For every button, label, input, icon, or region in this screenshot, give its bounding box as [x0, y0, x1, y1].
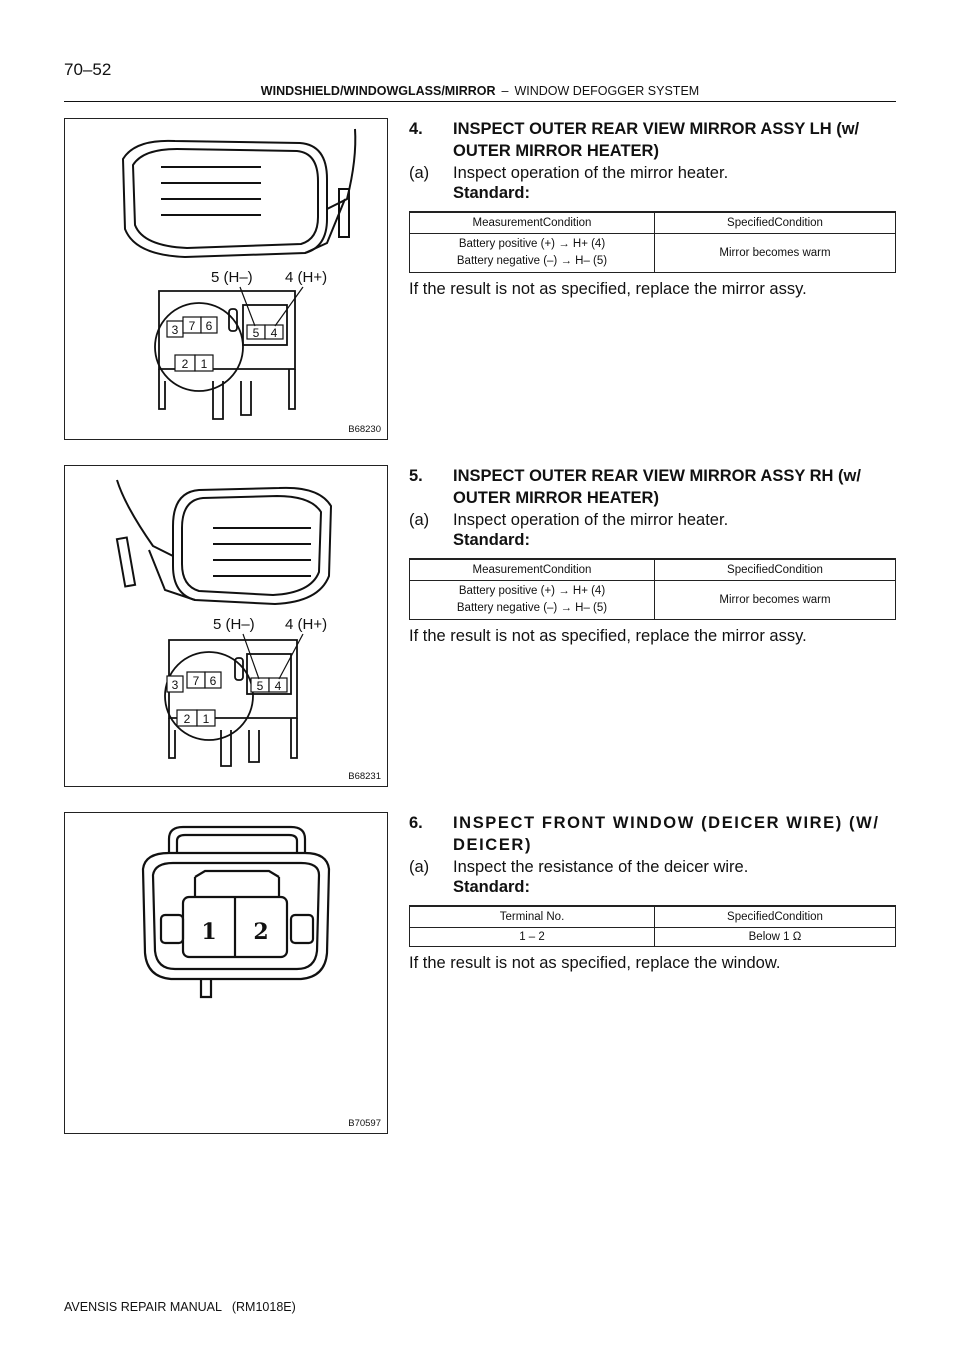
sub-text: Inspect operation of the mirror heater. — [453, 511, 729, 529]
pin-3: 3 — [171, 323, 179, 337]
table-row — [410, 928, 896, 947]
spec-table — [409, 905, 896, 947]
rh-mirror-illustration — [65, 466, 389, 788]
figure-deicer-connector — [64, 812, 388, 1134]
label-h-plus: 4 (H+) — [285, 269, 328, 286]
step-number: 5. — [409, 467, 423, 485]
specified-condition-cell: Below 1 Ω — [655, 928, 896, 947]
step-heading: INSPECT OUTER REAR VIEW MIRROR ASSY RH (w/ OUTER MIRROR HEATER) — [453, 467, 861, 507]
step-heading: INSPECT OUTER REAR VIEW MIRROR ASSY LH (w/ OUTER MIRROR HEATER) — [453, 120, 860, 160]
pin-2: 2 — [183, 712, 191, 726]
header-subsection: WINDOW DEFOGGER SYSTEM — [514, 84, 700, 98]
sub-label: (a) — [409, 511, 430, 529]
sub-text: Inspect operation of the mirror heater. — [453, 164, 729, 182]
figure-rh-mirror — [64, 465, 388, 787]
specified-condition-cell: Mirror becomes warm — [655, 234, 896, 273]
label-h-minus: 5 (H–) — [211, 269, 253, 286]
standard-label: Standard: — [453, 531, 531, 549]
running-header — [64, 84, 896, 98]
column-header: SpecifiedCondition — [655, 906, 896, 928]
column-header: MeasurementCondition — [410, 212, 655, 234]
figure-code: B68230 — [348, 424, 381, 435]
standard-label: Standard: — [453, 878, 531, 896]
header-rule — [64, 101, 896, 102]
pin-1: 1 — [202, 712, 210, 726]
figure-lh-mirror — [64, 118, 388, 440]
table-header-row — [410, 559, 896, 581]
column-header: SpecifiedCondition — [655, 212, 896, 234]
spec-table — [409, 211, 896, 273]
measurement-condition-cell — [410, 581, 655, 620]
footer-manual-title: AVENSIS REPAIR MANUAL (RM1018E) — [64, 1300, 296, 1314]
sub-text: Inspect the resistance of the deicer wire. — [453, 858, 749, 876]
pin-7: 7 — [192, 674, 200, 688]
step-heading: INSPECT FRONT WINDOW (DEICER WIRE) (W/ DEICER) — [453, 814, 880, 854]
pin-7: 7 — [188, 319, 196, 333]
step-number: 4. — [409, 120, 423, 138]
table-row — [410, 581, 896, 620]
condition-line: Battery negative (–) → H– (5) — [456, 255, 608, 267]
terminal-1-label: 1 — [201, 919, 217, 945]
table-header-row — [410, 906, 896, 928]
label-h-minus: 5 (H–) — [213, 616, 255, 633]
figure-code: B68231 — [348, 771, 381, 782]
result-note: If the result is not as specified, replace the window. — [409, 954, 781, 972]
header-section: WINDSHIELD/WINDOWGLASS/MIRROR — [260, 84, 496, 98]
pin-5: 5 — [252, 326, 260, 340]
sub-label: (a) — [409, 858, 430, 876]
pin-5: 5 — [256, 679, 264, 693]
page-number: 70–52 — [64, 60, 112, 79]
table-header-row — [410, 212, 896, 234]
sub-label: (a) — [409, 164, 430, 182]
table-row — [410, 234, 896, 273]
spec-table — [409, 558, 896, 620]
header-separator: – — [501, 84, 509, 98]
pin-2: 2 — [181, 357, 189, 371]
pin-1: 1 — [200, 357, 208, 371]
pin-6: 6 — [205, 319, 213, 333]
terminal-2-label: 2 — [253, 919, 269, 945]
pin-4: 4 — [274, 679, 282, 693]
column-header: SpecifiedCondition — [655, 559, 896, 581]
lh-mirror-illustration — [65, 119, 389, 441]
result-note: If the result is not as specified, replace the mirror assy. — [409, 627, 807, 645]
condition-line: Battery negative (–) → H– (5) — [456, 602, 608, 614]
result-note: If the result is not as specified, replace the mirror assy. — [409, 280, 807, 298]
specified-condition-cell: Mirror becomes warm — [655, 581, 896, 620]
standard-label: Standard: — [453, 184, 531, 202]
pin-4: 4 — [270, 326, 278, 340]
pin-6: 6 — [209, 674, 217, 688]
deicer-connector-illustration — [65, 813, 389, 1019]
condition-line: Battery positive (+) → H+ (4) — [458, 585, 606, 597]
column-header: Terminal No. — [410, 906, 655, 928]
label-h-plus: 4 (H+) — [285, 616, 328, 633]
column-header: MeasurementCondition — [410, 559, 655, 581]
measurement-condition-cell — [410, 234, 655, 273]
figure-code: B70597 — [348, 1118, 381, 1129]
terminal-cell: 1 – 2 — [410, 928, 655, 947]
step-number: 6. — [409, 814, 423, 832]
pin-3: 3 — [171, 678, 179, 692]
condition-line: Battery positive (+) → H+ (4) — [458, 238, 606, 250]
